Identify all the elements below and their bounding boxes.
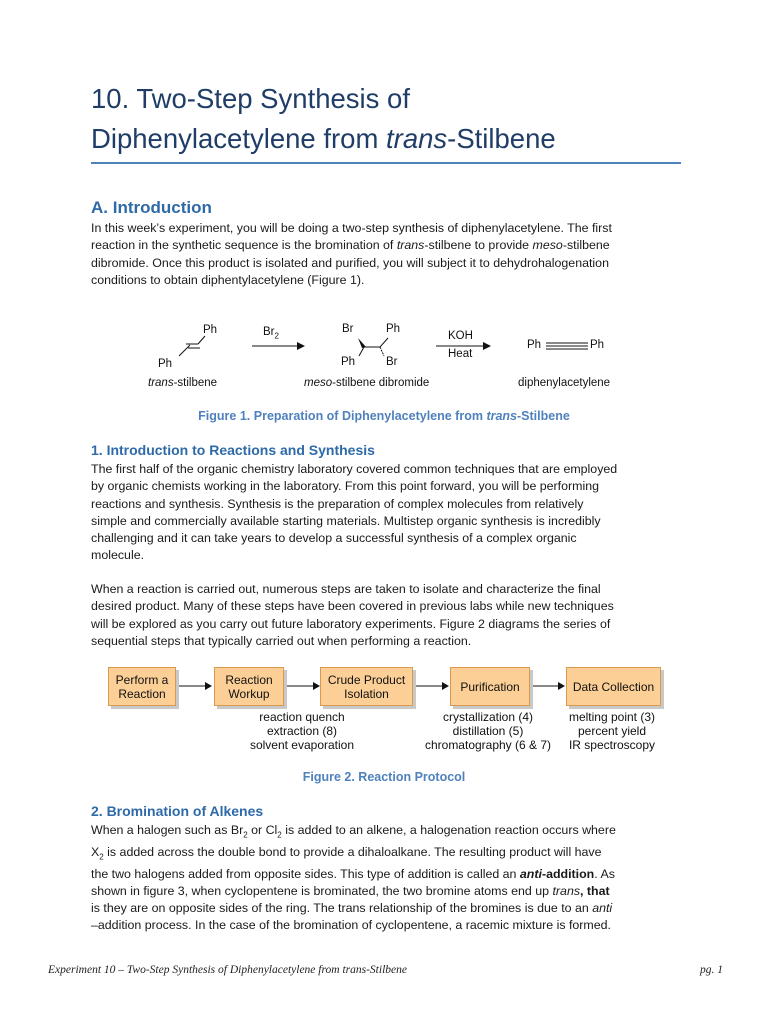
paragraph-line: desired product. Many of these steps have been covered in previous labs while new techniques <box>91 599 614 614</box>
paragraph-line: shown in figure 3, when cyclopentene is brominated, the two bromine atoms end up trans, that <box>91 883 610 898</box>
phenyl-label: Ph <box>527 339 542 351</box>
title-line-1: 10. Two-Step Synthesis of <box>91 83 410 114</box>
flow-step-perform-reaction: Perform a Reaction <box>108 667 176 706</box>
section-2-heading: 2. Bromination of Alkenes <box>91 803 264 819</box>
paragraph-line: is they are on opposite sides of the ring. The trans relationship of the bromines is due to an anti <box>91 901 613 916</box>
page-number: pg. 1 <box>700 964 723 976</box>
intro-line: In this week’s experiment, you will be doing a two-step synthesis of diphenylacetylene. The first <box>91 221 612 235</box>
paragraph-line: –addition process. In the case of the bromination of cyclopentene, a racemic mixture is formed. <box>91 918 611 933</box>
figure-2-caption: Figure 2. Reaction Protocol <box>302 770 466 784</box>
paragraph-line: The first half of the organic chemistry laboratory covered common techniques that are employed <box>91 462 618 476</box>
paragraph-line: simple and commercially available starting materials. Multistep organic synthesis is incredibly <box>91 513 601 528</box>
flow-step-reaction-workup: Reaction Workup <box>214 667 284 706</box>
koh-reagent: KOH <box>448 330 473 342</box>
paragraph-line: will be explored as you carry out future laboratory experiments. Figure 2 diagrams the series of <box>91 616 611 631</box>
phenyl-label: Ph <box>386 323 401 335</box>
title-italic: trans <box>386 123 448 154</box>
paragraph-line: reactions and synthesis. Synthesis is the preparation of complex molecules from relatively <box>91 496 584 511</box>
purification-notes: crystallization (4) distillation (5) chromatography (6 & 7) <box>424 710 552 752</box>
title-text: Diphenylacetylene from <box>91 123 387 154</box>
paragraph-line: $X_2$ is added across the double bond to provide a dihaloalkane. The resulting product will have <box>91 844 602 862</box>
paragraph-line: challenging and it can take years to develop a successful synthesis of a complex organic <box>91 531 577 546</box>
flow-step-crude-isolation: Crude Product Isolation <box>320 667 413 706</box>
phenyl-label: Ph <box>203 324 218 336</box>
section-2-paragraph <box>91 822 691 935</box>
bromine-label: Br <box>342 323 354 335</box>
paragraph-line: the two halogens added from opposite sides. This type of addition is called an anti-addition. As <box>91 866 615 881</box>
intro-line: dibromide. Once this product is isolated and purified, you will subject it to dehydrohalogenation <box>91 255 609 270</box>
title-text: -Stilbene <box>447 123 556 154</box>
intro-line: conditions to obtain diphentylacetylene (Figure 1). <box>91 272 365 287</box>
section-1-heading: 1. Introduction to Reactions and Synthesis <box>91 442 375 458</box>
phenyl-label: Ph <box>158 358 173 370</box>
compound-label-start: trans-stilbene <box>148 377 218 389</box>
paragraph-line: sequential steps that typically carried out when performing a reaction. <box>91 633 472 648</box>
phenyl-label: Ph <box>590 339 605 351</box>
paragraph-line: by organic chemists working in the laboratory. From this point forward, you will be performing <box>91 479 599 494</box>
heat-condition: Heat <box>448 348 473 360</box>
data-collection-notes: melting point (3) percent yield IR spectroscopy <box>568 710 656 752</box>
flow-step-data-collection: Data Collection <box>566 667 661 706</box>
intro-heading: A. Introduction <box>91 198 212 217</box>
compound-label-intermediate: meso-stilbene dibromide <box>304 377 430 389</box>
phenyl-label: Ph <box>341 356 356 368</box>
paragraph-line: When a halogen such as $Br_2$ or $Cl_2$ is added to an alkene, a halogenation reaction occurs where <box>91 823 616 840</box>
compound-label-product: diphenylacetylene <box>518 377 611 389</box>
figure-1-caption: Figure 1. Preparation of Diphenylacetylene from trans-Stilbene <box>198 409 570 423</box>
workup-notes: reaction quench extraction (8) solvent evaporation <box>249 710 355 752</box>
paragraph-line: When a reaction is carried out, numerous steps are taken to isolate and characterize the final <box>91 582 601 596</box>
flow-step-purification: Purification <box>450 667 530 706</box>
paragraph-line: molecule. <box>91 548 145 563</box>
footer-title: Experiment 10 – Two-Step Synthesis of Diphenylacetylene from trans-Stilbene <box>48 964 407 976</box>
intro-line: reaction in the synthetic sequence is the bromination of trans-stilbene to provide meso-stilbene <box>91 238 610 253</box>
bromine-label: Br <box>386 356 398 368</box>
bromine-reagent: $Br_2$ <box>263 326 279 341</box>
